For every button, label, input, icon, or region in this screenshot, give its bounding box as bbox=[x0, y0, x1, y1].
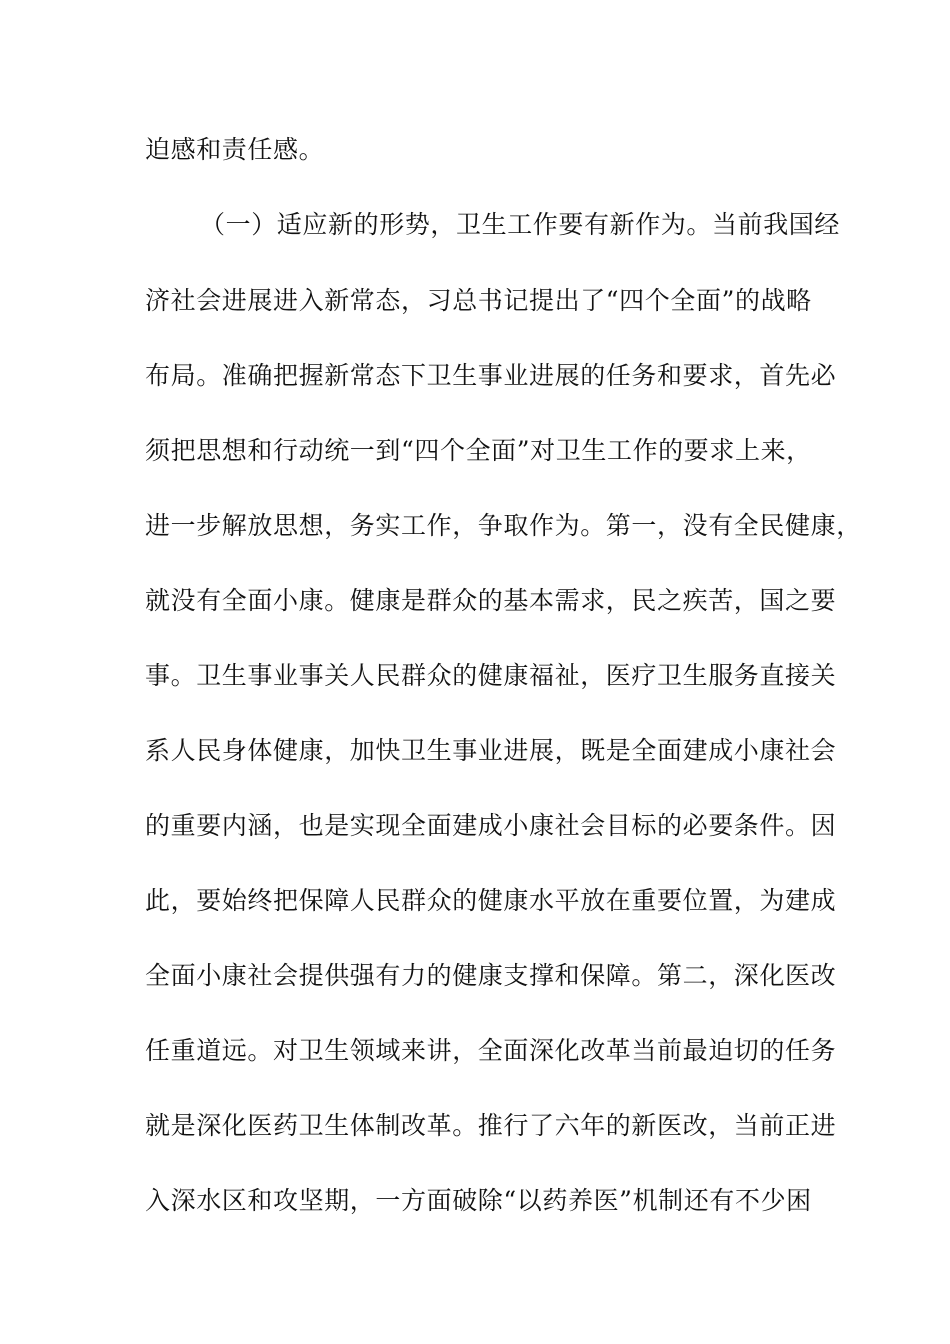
text-line: 进一步解放思想，务实工作，争取作为。第一，没有全民健康， bbox=[145, 511, 862, 540]
text-line: 此，要始终把保障人民群众的健康水平放在重要位置，为建成 bbox=[145, 886, 837, 915]
text-line: 就是深化医药卫生体制改革。推行了六年的新医改，当前正进 bbox=[145, 1111, 837, 1140]
text-line: 济社会进展进入新常态，习总书记提出了“四个全面”的战略 bbox=[145, 286, 812, 315]
text-line: 迫感和责任感。 bbox=[145, 135, 325, 164]
text-line: 系人民身体健康，加快卫生事业进展，既是全面建成小康社会 bbox=[145, 736, 837, 765]
text-line: 布局。准确把握新常态下卫生事业进展的任务和要求，首先必 bbox=[145, 361, 837, 390]
paragraph-heading-line: （一）适应新的形势，卫生工作要有新作为。当前我国经 bbox=[200, 210, 841, 239]
text-line: 就没有全面小康。健康是群众的基本需求，民之疾苦，国之要 bbox=[145, 586, 837, 615]
text-line: 的重要内涵，也是实现全面建成小康社会目标的必要条件。因 bbox=[145, 811, 837, 840]
text-line: 事。卫生事业事关人民群众的健康福祉，医疗卫生服务直接关 bbox=[145, 661, 837, 690]
text-line: 全面小康社会提供强有力的健康支撑和保障。第二，深化医改 bbox=[145, 961, 837, 990]
text-line: 任重道远。对卫生领域来讲，全面深化改革当前最迫切的任务 bbox=[145, 1036, 837, 1065]
text-line: 入深水区和攻坚期，一方面破除“以药养医”机制还有不少困 bbox=[145, 1186, 812, 1215]
text-line: 须把思想和行动统一到“四个全面”对卫生工作的要求上来， bbox=[145, 436, 812, 465]
